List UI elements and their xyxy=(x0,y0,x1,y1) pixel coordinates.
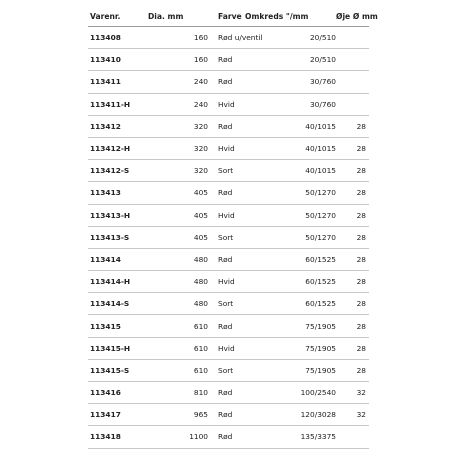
cell-varenr: 113410 xyxy=(90,55,121,65)
cell-dia: 320 xyxy=(193,144,208,154)
cell-dia: 405 xyxy=(193,188,208,198)
cell-oje: 28 xyxy=(356,254,366,264)
cell-oje: 28 xyxy=(356,365,366,375)
table-row xyxy=(88,94,369,116)
cell-oje: 32 xyxy=(356,388,366,398)
cell-dia: 965 xyxy=(193,410,208,420)
cell-oje xyxy=(332,49,369,70)
table-row xyxy=(88,360,369,382)
cell-varenr: 113411 xyxy=(90,77,121,87)
cell-varenr: 113413-H xyxy=(90,210,131,220)
cell-omkreds: 40/1015 xyxy=(305,144,336,154)
cell-farve: Rød xyxy=(218,77,233,87)
table-row xyxy=(88,315,369,337)
cell-omkreds: 75/1905 xyxy=(305,343,336,353)
cell-oje: 28 xyxy=(356,299,366,309)
cell-varenr: 113415-H xyxy=(90,343,131,353)
table-header xyxy=(88,6,378,27)
cell-farve: Hvid xyxy=(218,210,235,220)
cell-farve: Sort xyxy=(218,299,234,309)
cell-varenr: 113414 xyxy=(90,254,121,264)
cell-omkreds: 60/1525 xyxy=(305,254,336,264)
table-row xyxy=(88,205,369,227)
header-farve: Farve xyxy=(218,11,242,21)
table-row xyxy=(88,27,369,49)
table-row xyxy=(88,426,369,448)
cell-dia: 810 xyxy=(193,388,208,398)
cell-varenr: 113415 xyxy=(90,321,121,331)
cell-farve: Rød xyxy=(218,321,233,331)
cell-oje: 28 xyxy=(356,321,366,331)
cell-farve: Hvid xyxy=(218,144,235,154)
table-row xyxy=(88,227,369,249)
cell-dia: 320 xyxy=(193,121,208,131)
cell-farve: Rød xyxy=(218,188,233,198)
cell-dia: 1100 xyxy=(189,432,208,442)
table-row xyxy=(88,182,369,204)
cell-varenr: 113414-S xyxy=(90,299,130,309)
cell-oje: 28 xyxy=(356,343,366,353)
header-varenr: Varenr. xyxy=(90,11,121,21)
product-table xyxy=(88,6,378,449)
cell-oje xyxy=(332,94,369,115)
cell-oje: 28 xyxy=(356,232,366,242)
cell-farve: Rød u/ventil xyxy=(218,33,263,43)
table-row xyxy=(88,293,369,315)
cell-dia: 405 xyxy=(193,232,208,242)
cell-dia: 240 xyxy=(193,77,208,87)
table-row xyxy=(88,338,369,360)
cell-farve: Hvid xyxy=(218,99,235,109)
table-row xyxy=(88,249,369,271)
cell-farve: Rød xyxy=(218,55,233,65)
header-dia: Dia. mm xyxy=(148,11,184,21)
cell-varenr: 113413-S xyxy=(90,232,130,242)
cell-omkreds: 100/2540 xyxy=(300,388,336,398)
cell-varenr: 113418 xyxy=(90,432,121,442)
cell-omkreds: 120/3028 xyxy=(300,410,336,420)
cell-varenr: 113412 xyxy=(90,121,121,131)
cell-varenr: 113412-S xyxy=(90,166,130,176)
cell-omkreds: 30/760 xyxy=(309,99,336,109)
cell-dia: 610 xyxy=(193,343,208,353)
cell-omkreds: 50/1270 xyxy=(305,210,336,220)
cell-omkreds: 50/1270 xyxy=(305,188,336,198)
cell-dia: 610 xyxy=(193,321,208,331)
cell-farve: Rød xyxy=(218,388,233,398)
header-omkreds: Omkreds "/mm xyxy=(245,11,309,21)
cell-farve: Sort xyxy=(218,166,234,176)
cell-farve: Rød xyxy=(218,121,233,131)
cell-oje: 28 xyxy=(356,210,366,220)
cell-oje: 28 xyxy=(356,166,366,176)
cell-varenr: 113413 xyxy=(90,188,121,198)
cell-varenr: 113412-H xyxy=(90,144,131,154)
cell-omkreds: 20/510 xyxy=(309,33,336,43)
cell-omkreds: 75/1905 xyxy=(305,365,336,375)
cell-omkreds: 30/760 xyxy=(309,77,336,87)
cell-varenr: 113408 xyxy=(90,33,121,43)
cell-omkreds: 135/3375 xyxy=(300,432,336,442)
cell-oje: 32 xyxy=(356,410,366,420)
table-row xyxy=(88,404,369,426)
cell-omkreds: 60/1525 xyxy=(305,299,336,309)
cell-omkreds: 20/510 xyxy=(309,55,336,65)
table-row xyxy=(88,71,369,93)
cell-varenr: 113417 xyxy=(90,410,121,420)
cell-farve: Rød xyxy=(218,254,233,264)
cell-farve: Sort xyxy=(218,232,234,242)
cell-farve: Rød xyxy=(218,432,233,442)
table-row xyxy=(88,116,369,138)
cell-oje: 28 xyxy=(356,277,366,287)
cell-oje xyxy=(332,27,369,48)
cell-farve: Hvid xyxy=(218,343,235,353)
cell-dia: 320 xyxy=(193,166,208,176)
cell-dia: 610 xyxy=(193,365,208,375)
cell-oje: 28 xyxy=(356,144,366,154)
table-row xyxy=(88,138,369,160)
header-oje: Øje Ø mm xyxy=(336,11,378,21)
cell-varenr: 113416 xyxy=(90,388,121,398)
cell-oje: 28 xyxy=(356,121,366,131)
cell-omkreds: 40/1015 xyxy=(305,121,336,131)
cell-oje xyxy=(332,71,369,92)
cell-dia: 480 xyxy=(193,299,208,309)
cell-varenr: 113414-H xyxy=(90,277,131,287)
cell-dia: 240 xyxy=(193,99,208,109)
cell-dia: 405 xyxy=(193,210,208,220)
cell-farve: Sort xyxy=(218,365,234,375)
cell-dia: 480 xyxy=(193,254,208,264)
cell-dia: 480 xyxy=(193,277,208,287)
table-row xyxy=(88,160,369,182)
table-row xyxy=(88,49,369,71)
cell-farve: Rød xyxy=(218,410,233,420)
cell-varenr: 113415-S xyxy=(90,365,130,375)
cell-omkreds: 75/1905 xyxy=(305,321,336,331)
cell-oje xyxy=(332,426,369,447)
table-row xyxy=(88,382,369,404)
table-row xyxy=(88,271,369,293)
cell-varenr: 113411-H xyxy=(90,99,131,109)
table-body xyxy=(88,27,369,449)
cell-farve: Hvid xyxy=(218,277,235,287)
cell-omkreds: 50/1270 xyxy=(305,232,336,242)
cell-omkreds: 60/1525 xyxy=(305,277,336,287)
cell-dia: 160 xyxy=(193,33,208,43)
cell-dia: 160 xyxy=(193,55,208,65)
cell-oje: 28 xyxy=(356,188,366,198)
cell-omkreds: 40/1015 xyxy=(305,166,336,176)
